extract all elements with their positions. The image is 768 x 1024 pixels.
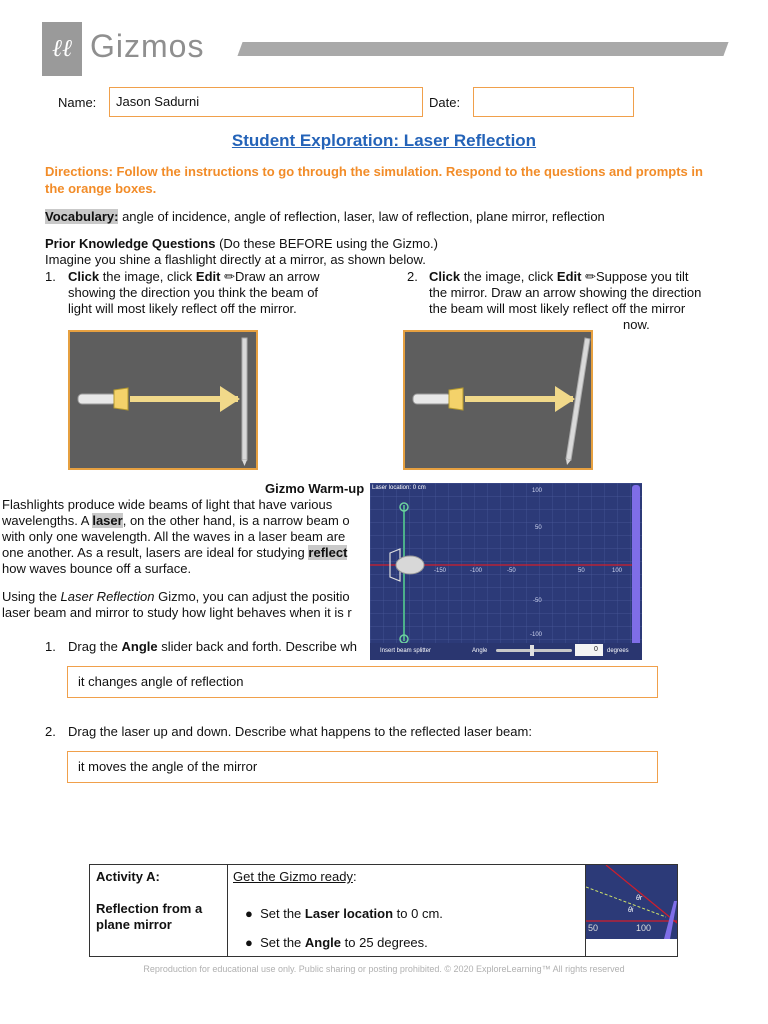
y-tick-neg100: -100 (530, 632, 543, 638)
theta-i-label: θi (628, 907, 634, 914)
warmup-q1 (68, 639, 370, 655)
laser-location-readout: Laser location: 0 cm (372, 485, 426, 491)
warmup-paragraph-2 (2, 589, 370, 621)
degrees-label: degrees (607, 648, 629, 654)
arrow-head (555, 386, 575, 412)
pencil-icon: ✏ (220, 269, 235, 284)
warmup-q2: Drag the laser up and down. Describe what happens to the reflected laser beam: (68, 724, 532, 739)
arrow-head (220, 386, 240, 412)
warmup-reflect-term: reflect (308, 545, 348, 560)
bullet-dot-icon: ● (245, 906, 253, 921)
thumb-normal-line (586, 887, 666, 917)
gizmo-ready-text: Get the Gizmo ready (233, 869, 353, 884)
prior-q2 (429, 269, 729, 333)
thumb-tick-50: 50 (588, 923, 599, 933)
warmup-q2-number: 2. (45, 724, 56, 739)
x-tick-50: 50 (578, 568, 585, 574)
date-label: Date: (429, 95, 461, 110)
gizmos-logo-mark: ℓℓ (42, 22, 82, 76)
bullet-dot-icon: ● (245, 935, 253, 950)
q2-text1: Suppose you tilt (595, 269, 689, 284)
activity-table (89, 864, 678, 957)
q1-edit: Edit (195, 269, 221, 284)
activity-label-cell (90, 865, 228, 957)
y-tick-neg50: -50 (533, 598, 542, 604)
angle-slider-label: Angle (472, 648, 488, 654)
gizmo-name: Laser Reflection (60, 589, 155, 604)
warmup-p1-l5: how waves bounce off a surface. (2, 561, 192, 576)
vocabulary-text: angle of incidence, angle of reflection, laser, law of reflection, plane mirror, reflection (118, 209, 605, 224)
q2-text2: the mirror. Draw an arrow showing the direction (429, 285, 702, 300)
flashlight-head (114, 388, 128, 410)
flashlight-mirror-image-1[interactable] (68, 330, 258, 470)
warmup-q1-c: slider back and forth. Describe wh (157, 639, 358, 654)
thumb-incident-beam (606, 865, 677, 923)
activity-subtitle: Reflection from a plane mirror (96, 901, 203, 932)
prior-q1-number: 1. (45, 269, 56, 284)
insert-beam-splitter-button[interactable]: Insert beam splitter (380, 648, 432, 654)
answer-box-2[interactable]: it moves the angle of the mirror (67, 751, 658, 783)
bullet-2-c: to 25 degrees. (341, 935, 428, 950)
y-tick-100: 100 (532, 488, 543, 494)
vocabulary-label: Vocabulary: (45, 209, 119, 224)
x-tick-100: 100 (612, 568, 623, 574)
x-tick-neg50: -50 (507, 568, 516, 574)
warmup-p2-l2: laser beam and mirror to study how light behaves when it is r (2, 605, 352, 620)
warmup-paragraph-1 (2, 497, 370, 577)
bullet-1-a: Set the (260, 906, 305, 921)
angle-slider-thumb[interactable] (530, 645, 534, 656)
gizmos-logo-text: Gizmos (90, 28, 205, 64)
laser-icon[interactable] (396, 556, 424, 574)
warmup-heading: Gizmo Warm-up (265, 481, 365, 496)
page-title: Student Exploration: Laser Reflection (231, 131, 537, 150)
x-tick-neg100: -100 (470, 568, 483, 574)
thumb-mirror (664, 901, 677, 939)
mirror[interactable] (632, 485, 640, 658)
bullet-1-c: to 0 cm. (393, 906, 443, 921)
x-tick-neg150: -150 (434, 568, 447, 574)
q2-text4: now. (623, 317, 650, 332)
bullet-2 (228, 921, 585, 950)
flashlight-icon (78, 394, 116, 404)
bullet-1 (228, 888, 585, 921)
header-bar (237, 42, 728, 56)
mirror-tip (566, 459, 571, 465)
warmup-p1-l2a: wavelengths. A (2, 513, 93, 528)
activity-thumbnail-cell (586, 865, 678, 957)
mirror-tip (242, 460, 247, 466)
angle-value[interactable]: 0 (594, 646, 598, 653)
q1-text2: showing the direction you think the beam of (68, 285, 319, 300)
gizmo-ready (228, 865, 585, 888)
flashlight-head (449, 388, 463, 410)
bullet-1-b: Laser location (304, 906, 394, 921)
angle-input-box[interactable] (575, 644, 603, 656)
q1-text1: Draw an arrow (234, 269, 320, 284)
warmup-laser-term: laser (92, 513, 123, 528)
warmup-p2-l1a: Using the (2, 589, 61, 604)
vocabulary (45, 209, 745, 225)
activity-instructions-cell (228, 865, 586, 957)
mirror (242, 338, 247, 460)
warmup-q1-number: 1. (45, 639, 56, 654)
q2-edit: Edit (556, 269, 582, 284)
prior-intro: Imagine you shine a flashlight directly at a mirror, as shown below. (45, 252, 426, 267)
gizmo-ready-colon: : (352, 869, 357, 884)
name-label: Name: (58, 95, 97, 110)
prior-heading-text: Prior Knowledge Questions (45, 236, 216, 251)
warmup-p1-l2c: , on the other hand, is a narrow beam o (122, 513, 350, 528)
q2-click: Click (429, 269, 461, 284)
q1-text3: light will most likely reflect off the mirror. (68, 301, 297, 316)
pencil-icon: ✏ (581, 269, 596, 284)
gizmo-simulation[interactable] (370, 483, 642, 660)
bullet-2-b: Angle (304, 935, 342, 950)
warmup-p2-l1c: Gizmo, you can adjust the positio (154, 589, 350, 604)
prior-q2-number: 2. (407, 269, 418, 284)
q1-mid: the image, click (99, 269, 196, 284)
thumb-tick-100: 100 (636, 923, 652, 933)
prior-q1 (68, 269, 358, 317)
prior-heading-note: (Do these BEFORE using the Gizmo.) (215, 236, 438, 251)
footer-copyright: Reproduction for educational use only. Public sharing or posting prohibited. © 2020 ExploreLearning™ All rights reserved (143, 964, 625, 974)
activity-title: Activity A: (96, 869, 160, 884)
directions: Directions: Follow the instructions to go through the simulation. Respond to the questions and prompts in the orange boxes. (45, 164, 703, 196)
warmup-p1-l3: with only one wavelength. All the waves in a laser beam are (2, 529, 346, 544)
prior-knowledge-heading (45, 236, 745, 252)
name-field[interactable]: Jason Sadurni (109, 87, 423, 117)
bullet-2-a: Set the (260, 935, 305, 950)
q1-click: Click (68, 269, 100, 284)
warmup-p1-l4a: one another. As a result, lasers are ideal for studying (2, 545, 309, 560)
flashlight-icon (413, 394, 451, 404)
date-field[interactable] (473, 87, 634, 117)
theta-r-label: θr (636, 895, 643, 902)
activity-thumbnail (586, 865, 677, 939)
y-tick-50: 50 (535, 525, 542, 531)
answer-box-1[interactable]: it changes angle of reflection (67, 666, 658, 698)
warmup-q1-a: Drag the (68, 639, 122, 654)
warmup-p1-l1: Flashlights produce wide beams of light that have various (2, 497, 333, 512)
warmup-q1-angle: Angle (121, 639, 158, 654)
q2-mid: the image, click (460, 269, 557, 284)
flashlight-mirror-image-2[interactable] (403, 330, 593, 470)
q2-text3: the beam will most likely reflect off the mirror (429, 301, 686, 316)
